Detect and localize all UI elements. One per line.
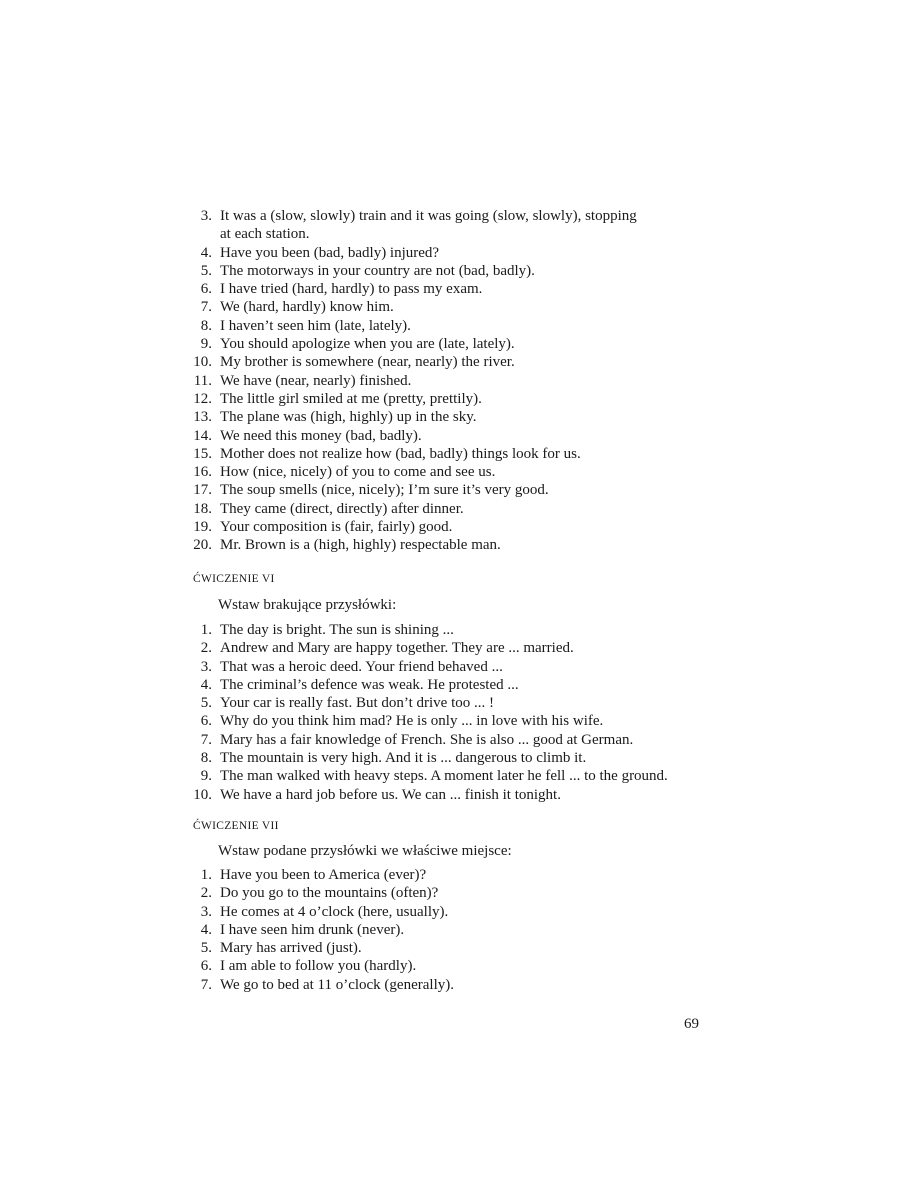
item-number: 1.	[200, 867, 212, 883]
exercise-vi-heading: ĆWICZENIE VI	[193, 573, 275, 585]
item-number: 6.	[200, 281, 212, 298]
item-number: 8.	[200, 317, 212, 334]
item-number: 2.	[200, 640, 212, 657]
item-text: You should apologize when you are (late, lately).	[220, 336, 515, 353]
item-text: How (nice, nicely) of you to come and see us.	[220, 464, 496, 481]
list-item	[192, 639, 712, 657]
item-number: 7.	[200, 976, 212, 993]
item-number: 16.	[193, 464, 212, 481]
item-text: He comes at 4 o’clock (here, usually).	[220, 903, 449, 920]
item-number: 7.	[200, 299, 212, 316]
exercise-v-list	[192, 207, 712, 555]
list-item	[192, 408, 712, 426]
item-text: That was a heroic deed. Your friend behaved ...	[220, 658, 503, 675]
list-item	[192, 536, 712, 554]
item-text: Do you go to the mountains (often)?	[220, 885, 439, 902]
item-number: 3.	[200, 903, 212, 920]
exercise-vii-instruction: Wstaw podane przysłówki we właściwe miejsce:	[218, 843, 512, 859]
item-text: Mother does not realize how (bad, badly) things look for us.	[220, 445, 581, 462]
item-number: 9.	[200, 336, 212, 353]
item-text: The mountain is very high. And it is ... dangerous to climb it.	[220, 750, 587, 767]
list-item	[192, 372, 712, 390]
item-text: I have seen him drunk (never).	[220, 921, 405, 938]
item-text: Mary has a fair knowledge of French. She is also ... good at German.	[220, 731, 634, 748]
list-item	[192, 767, 712, 785]
list-item	[192, 500, 712, 518]
item-number: 12.	[193, 390, 212, 407]
list-item	[192, 317, 712, 335]
item-text: We go to bed at 11 o’clock (generally).	[220, 976, 454, 993]
item-text: We need this money (bad, badly).	[220, 427, 422, 444]
item-text: The criminal’s defence was weak. He protested ...	[220, 676, 519, 693]
item-number: 18.	[193, 500, 212, 517]
list-item	[192, 866, 712, 884]
item-number: 7.	[200, 731, 212, 748]
list-item	[192, 427, 712, 445]
item-text: We have a hard job before us. We can ... finish it tonight.	[220, 786, 561, 803]
item-number: 10.	[193, 354, 212, 371]
item-number: 13.	[193, 409, 212, 426]
item-number: 2.	[200, 885, 212, 902]
item-text: I have tried (hard, hardly) to pass my exam.	[220, 281, 483, 298]
list-item	[192, 207, 712, 225]
list-item	[192, 976, 712, 994]
item-number: 17.	[193, 482, 212, 499]
item-text: The little girl smiled at me (pretty, prettily).	[220, 390, 482, 407]
item-number: 6.	[200, 713, 212, 730]
item-text: The day is bright. The sun is shining ...	[220, 622, 454, 638]
item-text: They came (direct, directly) after dinner.	[220, 500, 464, 517]
item-text: Why do you think him mad? He is only ... in love with his wife.	[220, 713, 604, 730]
exercise-vi-instruction: Wstaw brakujące przysłówki:	[218, 597, 397, 613]
list-item	[192, 335, 712, 353]
list-item	[192, 884, 712, 902]
list-item	[192, 445, 712, 463]
item-text: The man walked with heavy steps. A moment later he fell ... to the ground.	[220, 768, 668, 785]
item-text: I haven’t seen him (late, lately).	[220, 317, 411, 334]
item-number: 6.	[200, 958, 212, 975]
list-item	[192, 463, 712, 481]
list-item	[192, 903, 712, 921]
list-item	[192, 694, 712, 712]
list-item	[192, 280, 712, 298]
item-text: Your composition is (fair, fairly) good.	[220, 519, 453, 536]
item-number: 11.	[193, 372, 212, 389]
list-item	[192, 731, 712, 749]
list-item	[192, 658, 712, 676]
item-text: My brother is somewhere (near, nearly) the river.	[220, 354, 515, 371]
exercise-vii-heading: ĆWICZENIE VII	[193, 820, 279, 832]
list-item	[192, 712, 712, 730]
list-item	[192, 786, 712, 804]
item-text: Andrew and Mary are happy together. They are ... married.	[220, 640, 574, 657]
item-text: The motorways in your country are not (bad, badly).	[220, 262, 535, 279]
item-text: We (hard, hardly) know him.	[220, 299, 394, 316]
list-item	[192, 298, 712, 316]
list-item	[192, 262, 712, 280]
item-number: 3.	[200, 658, 212, 675]
item-number: 4.	[200, 244, 212, 261]
item-text: Have you been to America (ever)?	[220, 867, 427, 883]
item-text: The soup smells (nice, nicely); I’m sure it’s very good.	[220, 482, 549, 499]
exercise-vii-list	[192, 866, 712, 994]
list-item	[192, 621, 712, 639]
item-number: 20.	[193, 537, 212, 554]
item-number: 3.	[200, 208, 212, 224]
item-text: Your car is really fast. But don’t drive too ... !	[220, 695, 494, 712]
list-item	[192, 939, 712, 957]
list-item	[192, 353, 712, 371]
item-text: Have you been (bad, badly) injured?	[220, 244, 440, 261]
item-number: 15.	[193, 445, 212, 462]
item-text: I am able to follow you (hardly).	[220, 958, 417, 975]
item-number: 19.	[193, 519, 212, 536]
list-item	[192, 481, 712, 499]
item-number: 5.	[200, 695, 212, 712]
list-item	[192, 518, 712, 536]
item-number: 8.	[200, 750, 212, 767]
item-number: 9.	[200, 768, 212, 785]
item-number: 10.	[193, 786, 212, 803]
item-number: 14.	[193, 427, 212, 444]
list-item	[192, 244, 712, 262]
list-item	[192, 957, 712, 975]
item-number: 5.	[200, 262, 212, 279]
list-item	[192, 921, 712, 939]
exercise-vi-list	[192, 621, 712, 804]
item-number: 1.	[200, 622, 212, 638]
item-text: The plane was (high, highly) up in the sky.	[220, 409, 477, 426]
item-number: 4.	[200, 676, 212, 693]
item-text: Mr. Brown is a (high, highly) respectable man.	[220, 537, 501, 554]
list-item	[192, 749, 712, 767]
item-number: 5.	[200, 940, 212, 957]
item-text-continuation: at each station.	[220, 226, 310, 243]
item-text: We have (near, nearly) finished.	[220, 372, 412, 389]
list-item	[192, 676, 712, 694]
list-item	[192, 390, 712, 408]
item-text: Mary has arrived (just).	[220, 940, 362, 957]
page-number: 69	[684, 1016, 699, 1032]
item-text: It was a (slow, slowly) train and it was going (slow, slowly), stopping	[220, 208, 637, 224]
item-number: 4.	[200, 921, 212, 938]
